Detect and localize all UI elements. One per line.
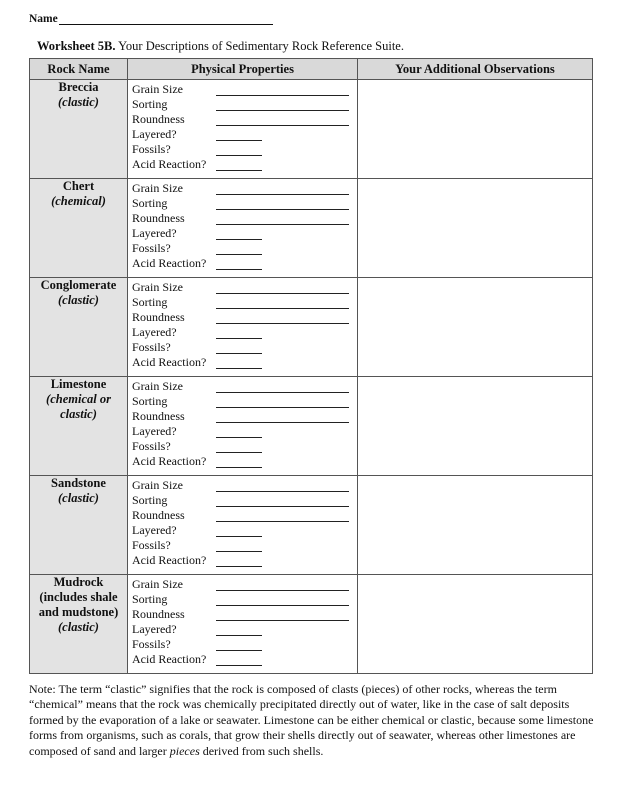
property-label: Layered? bbox=[132, 523, 177, 537]
name-blank-line[interactable] bbox=[59, 13, 273, 25]
property-row bbox=[128, 439, 357, 454]
property-answer-line[interactable] bbox=[216, 95, 349, 96]
property-row bbox=[128, 82, 357, 97]
property-label: Roundness bbox=[132, 112, 185, 126]
property-row bbox=[128, 523, 357, 538]
property-answer-line[interactable] bbox=[216, 665, 262, 666]
property-row bbox=[128, 478, 357, 493]
property-label: Layered? bbox=[132, 127, 177, 141]
property-answer-line[interactable] bbox=[216, 422, 349, 423]
property-row bbox=[128, 142, 357, 157]
property-label: Acid Reaction? bbox=[132, 553, 207, 567]
name-label: Name bbox=[29, 13, 58, 25]
property-row bbox=[128, 310, 357, 325]
property-label: Roundness bbox=[132, 409, 185, 423]
property-row bbox=[128, 652, 357, 667]
property-answer-line[interactable] bbox=[216, 368, 262, 369]
property-label: Fossils? bbox=[132, 340, 171, 354]
property-answer-line[interactable] bbox=[216, 491, 349, 492]
note-italic: pieces bbox=[169, 743, 200, 758]
rock-name: Sandstone bbox=[51, 476, 106, 490]
property-answer-line[interactable] bbox=[216, 224, 349, 225]
property-row bbox=[128, 280, 357, 295]
table-row bbox=[30, 80, 593, 179]
physical-properties-cell bbox=[128, 377, 358, 476]
property-answer-line[interactable] bbox=[216, 407, 349, 408]
property-label: Roundness bbox=[132, 211, 185, 225]
property-label: Sorting bbox=[132, 97, 168, 111]
observations-cell[interactable] bbox=[358, 377, 593, 476]
property-answer-line[interactable] bbox=[216, 437, 262, 438]
property-answer-line[interactable] bbox=[216, 620, 349, 621]
property-row bbox=[128, 226, 357, 241]
property-label: Acid Reaction? bbox=[132, 355, 207, 369]
rock-name-cell bbox=[30, 179, 128, 278]
worksheet-title bbox=[37, 39, 404, 54]
property-row bbox=[128, 454, 357, 469]
property-answer-line[interactable] bbox=[216, 254, 262, 255]
name-field bbox=[29, 13, 273, 25]
property-label: Sorting bbox=[132, 493, 168, 507]
table-row bbox=[30, 377, 593, 476]
property-label: Fossils? bbox=[132, 637, 171, 651]
property-answer-line[interactable] bbox=[216, 467, 262, 468]
property-row bbox=[128, 295, 357, 310]
rock-name: (includes shale bbox=[39, 590, 118, 604]
property-answer-line[interactable] bbox=[216, 506, 349, 507]
property-label: Sorting bbox=[132, 592, 168, 606]
property-label: Layered? bbox=[132, 622, 177, 636]
property-label: Grain Size bbox=[132, 181, 183, 195]
rock-name-cell bbox=[30, 575, 128, 674]
rock-type: (chemical or bbox=[46, 392, 111, 406]
property-answer-line[interactable] bbox=[216, 650, 262, 651]
rock-type: clastic) bbox=[60, 407, 97, 421]
property-row bbox=[128, 508, 357, 523]
property-label: Acid Reaction? bbox=[132, 454, 207, 468]
table-row bbox=[30, 179, 593, 278]
property-answer-line[interactable] bbox=[216, 353, 262, 354]
property-row bbox=[128, 577, 357, 592]
property-label: Fossils? bbox=[132, 439, 171, 453]
property-row bbox=[128, 211, 357, 226]
physical-properties-cell bbox=[128, 278, 358, 377]
property-row bbox=[128, 256, 357, 271]
property-label: Fossils? bbox=[132, 142, 171, 156]
rock-name: Breccia bbox=[58, 80, 99, 94]
property-row bbox=[128, 157, 357, 172]
property-row bbox=[128, 622, 357, 637]
property-row bbox=[128, 424, 357, 439]
property-row bbox=[128, 241, 357, 256]
property-answer-line[interactable] bbox=[216, 590, 349, 591]
property-row bbox=[128, 409, 357, 424]
physical-properties-cell bbox=[128, 476, 358, 575]
property-label: Fossils? bbox=[132, 241, 171, 255]
property-label: Sorting bbox=[132, 394, 168, 408]
property-row bbox=[128, 355, 357, 370]
property-answer-line[interactable] bbox=[216, 194, 349, 195]
property-label: Grain Size bbox=[132, 280, 183, 294]
property-label: Grain Size bbox=[132, 478, 183, 492]
property-answer-line[interactable] bbox=[216, 140, 262, 141]
observations-cell[interactable] bbox=[358, 80, 593, 179]
col-header-physical-properties: Physical Properties bbox=[128, 59, 358, 80]
property-label: Acid Reaction? bbox=[132, 157, 207, 171]
rock-name: Conglomerate bbox=[40, 278, 117, 292]
property-answer-line[interactable] bbox=[216, 293, 349, 294]
property-answer-line[interactable] bbox=[216, 209, 349, 210]
rock-type: (chemical) bbox=[51, 194, 106, 208]
property-row bbox=[128, 379, 357, 394]
rock-name: Mudrock bbox=[53, 575, 104, 589]
property-answer-line[interactable] bbox=[216, 566, 262, 567]
property-row bbox=[128, 181, 357, 196]
property-row bbox=[128, 493, 357, 508]
property-answer-line[interactable] bbox=[216, 269, 262, 270]
property-answer-line[interactable] bbox=[216, 605, 349, 606]
property-label: Fossils? bbox=[132, 538, 171, 552]
property-row bbox=[128, 553, 357, 568]
physical-properties-cell bbox=[128, 80, 358, 179]
note-paragraph bbox=[29, 682, 597, 759]
property-row bbox=[128, 538, 357, 553]
property-label: Sorting bbox=[132, 196, 168, 210]
property-label: Layered? bbox=[132, 424, 177, 438]
property-label: Layered? bbox=[132, 226, 177, 240]
property-label: Layered? bbox=[132, 325, 177, 339]
property-row bbox=[128, 637, 357, 652]
property-row bbox=[128, 340, 357, 355]
property-label: Acid Reaction? bbox=[132, 256, 207, 270]
property-row bbox=[128, 127, 357, 142]
property-answer-line[interactable] bbox=[216, 536, 262, 537]
property-label: Roundness bbox=[132, 310, 185, 324]
rock-name: and mudstone) bbox=[38, 605, 119, 619]
property-answer-line[interactable] bbox=[216, 308, 349, 309]
table-header-row bbox=[30, 59, 593, 80]
rock-table bbox=[29, 58, 593, 674]
property-answer-line[interactable] bbox=[216, 521, 349, 522]
rock-type: (clastic) bbox=[58, 95, 99, 109]
observations-cell[interactable] bbox=[358, 179, 593, 278]
property-label: Roundness bbox=[132, 607, 185, 621]
worksheet-number: Worksheet 5B. bbox=[37, 39, 116, 53]
rock-name-cell bbox=[30, 476, 128, 575]
table-row bbox=[30, 575, 593, 674]
property-label: Sorting bbox=[132, 295, 168, 309]
property-row bbox=[128, 592, 357, 607]
rock-type: (clastic) bbox=[58, 620, 99, 634]
property-row bbox=[128, 112, 357, 127]
rock-name-cell bbox=[30, 80, 128, 179]
property-row bbox=[128, 607, 357, 622]
property-answer-line[interactable] bbox=[216, 170, 262, 171]
physical-properties-cell bbox=[128, 575, 358, 674]
rock-name: Chert bbox=[62, 179, 95, 193]
observations-cell[interactable] bbox=[358, 476, 593, 575]
property-answer-line[interactable] bbox=[216, 338, 262, 339]
rock-type: (clastic) bbox=[58, 491, 99, 505]
col-header-observations: Your Additional Observations bbox=[358, 59, 593, 80]
rock-name: Limestone bbox=[50, 377, 107, 391]
rock-name-cell bbox=[30, 278, 128, 377]
property-answer-line[interactable] bbox=[216, 239, 262, 240]
col-header-rock-name: Rock Name bbox=[30, 59, 128, 80]
property-label: Roundness bbox=[132, 508, 185, 522]
physical-properties-cell bbox=[128, 179, 358, 278]
property-answer-line[interactable] bbox=[216, 323, 349, 324]
property-label: Grain Size bbox=[132, 82, 183, 96]
rock-name-cell bbox=[30, 377, 128, 476]
property-answer-line[interactable] bbox=[216, 392, 349, 393]
property-answer-line[interactable] bbox=[216, 635, 262, 636]
property-answer-line[interactable] bbox=[216, 551, 262, 552]
rock-type: (clastic) bbox=[58, 293, 99, 307]
worksheet-description: Your Descriptions of Sedimentary Rock Reference Suite. bbox=[115, 39, 404, 53]
property-row bbox=[128, 394, 357, 409]
property-row bbox=[128, 325, 357, 340]
property-row bbox=[128, 97, 357, 112]
property-answer-line[interactable] bbox=[216, 125, 349, 126]
property-answer-line[interactable] bbox=[216, 110, 349, 111]
table-body bbox=[30, 80, 593, 674]
table-row bbox=[30, 278, 593, 377]
observations-cell[interactable] bbox=[358, 575, 593, 674]
property-answer-line[interactable] bbox=[216, 452, 262, 453]
note-text-1: Note: The term “clastic” signifies that the rock is composed of clasts (pieces) of other rocks, whereas the term “chemical” means that the rock was chemically precipitated directly out of water, like in the case of salt deposits formed by the evaporation of a lake or seawater. Limestone can be either chemical or clastic, because some limestone forms from organisms, such as corals, that grow their shells directly out of seawater, whereas other limestones are composed of sand and larger bbox=[29, 682, 594, 758]
note-text-2: derived from such shells. bbox=[199, 743, 324, 758]
property-row bbox=[128, 196, 357, 211]
property-label: Acid Reaction? bbox=[132, 652, 207, 666]
property-label: Grain Size bbox=[132, 577, 183, 591]
table-row bbox=[30, 476, 593, 575]
property-answer-line[interactable] bbox=[216, 155, 262, 156]
observations-cell[interactable] bbox=[358, 278, 593, 377]
property-label: Grain Size bbox=[132, 379, 183, 393]
